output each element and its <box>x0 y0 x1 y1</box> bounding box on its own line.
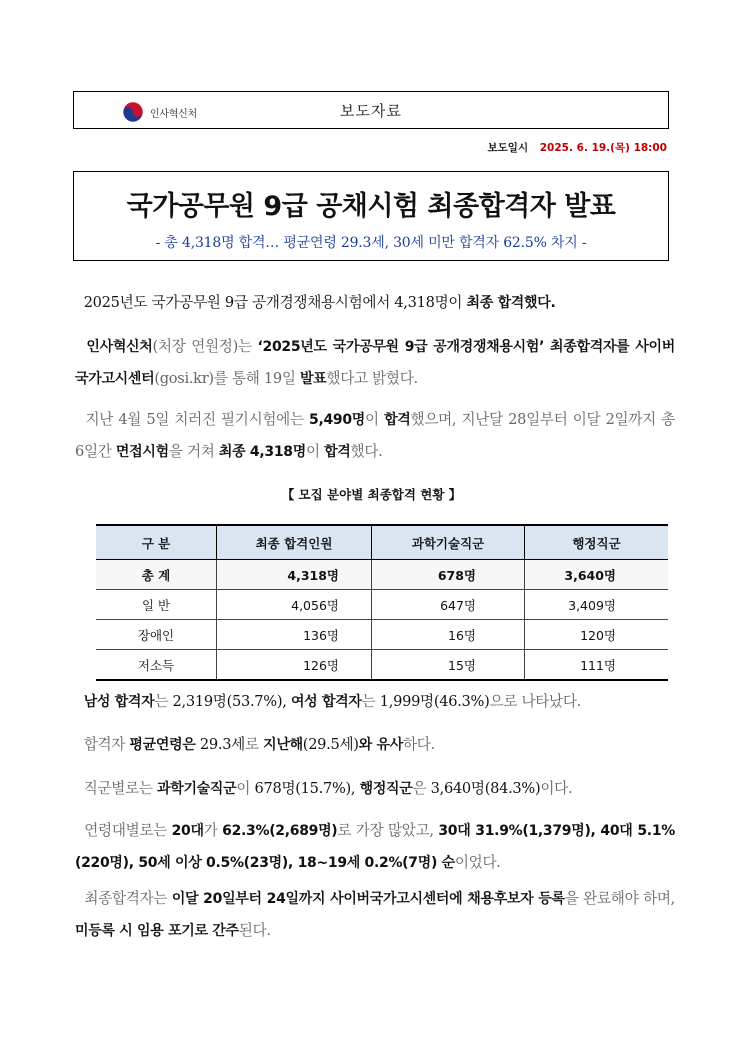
p4-bold-1: 남성 합격자 <box>83 694 155 710</box>
p4-text-1: 2,319명(53.7%), <box>172 693 291 710</box>
p3-bold-5: 합격 <box>324 444 351 460</box>
p4-gray-2: 는 <box>361 693 380 710</box>
paragraph-5 <box>75 729 675 761</box>
table-title: 【 모집 분야별 최종합격 현황 】 <box>281 487 462 502</box>
row-label: 장애인 <box>96 620 217 650</box>
cell-admin: 120명 <box>525 620 669 650</box>
headline-box <box>73 171 669 261</box>
p3-bold-4: 최종 4,318명 <box>218 444 306 460</box>
p4-text-2: 1,999명(46.3%) <box>379 693 490 710</box>
p7-gray-4: 이었다. <box>454 854 501 871</box>
cell-admin: 3,409명 <box>525 590 669 620</box>
p5-bold-1: 평균연령은 <box>129 737 196 753</box>
header-category: 구 분 <box>96 525 217 560</box>
cell-science: 647명 <box>372 590 525 620</box>
p5-text-2: (29.5세) <box>302 736 359 753</box>
p3-gray-2: 이 <box>365 411 385 428</box>
table-row <box>96 620 668 650</box>
p8-gray-1: 최종합격자는 <box>84 890 172 907</box>
table-row <box>96 560 668 590</box>
release-info <box>488 140 667 155</box>
p3-bold-1: 5,490명 <box>309 412 366 428</box>
p3-gray-3: 했으며, 지난달 28일부터 이달 2일까지 총 6일간 <box>75 411 675 460</box>
paragraph-8 <box>75 883 675 947</box>
ministry-name: 인사혁신처 <box>150 108 197 120</box>
header-administrative: 행정직군 <box>525 525 669 560</box>
p2-bold-3: 발표 <box>299 371 327 387</box>
p3-gray-5: 이 <box>305 443 325 460</box>
cell-science: 15명 <box>372 650 525 681</box>
paragraph-3 <box>75 404 675 468</box>
doc-type: 보도자료 <box>340 102 402 120</box>
p3-bold-3: 면접시험 <box>115 444 169 460</box>
cell-admin: 111명 <box>525 650 669 681</box>
p8-gray-2: 을 완료해야 하며, <box>564 890 676 907</box>
p4-bold-2: 여성 합격자 <box>290 694 362 710</box>
p5-bold-3: 와 유사 <box>358 737 403 753</box>
cell-total: 126명 <box>217 650 372 681</box>
table-row <box>96 650 668 681</box>
p2-bold-1: 인사혁신처 <box>86 339 153 355</box>
cell-total: 136명 <box>217 620 372 650</box>
p5-gray-3: 하다. <box>402 736 435 753</box>
cell-admin: 3,640명 <box>525 560 669 590</box>
p7-bold-1: 20대 <box>171 823 204 839</box>
p2-text-2: 했다고 밝혔다. <box>326 370 418 387</box>
p7-gray-2: 가 <box>203 822 223 839</box>
p2-bold-2: ‘2025년도 국가공무원 9급 공개경쟁채용시험’ 최종합격자를 사이버국가고시센터 <box>75 339 675 387</box>
paragraph-1 <box>75 287 675 319</box>
p6-text-1: 678명(15.7%), <box>254 780 360 797</box>
p7-bold-3: 30대 31.9%(1,379명), 40대 5.1%(220명), 50세 이상 0.5%(23명), 18~19세 0.2%(7명) 순 <box>75 823 675 871</box>
p6-gray-4: 이다. <box>540 780 573 797</box>
p3-gray-6: 했다. <box>350 443 383 460</box>
paragraph-2 <box>75 331 675 395</box>
p6-bold-2: 행정직군 <box>359 781 413 797</box>
p4-gray-3: 으로 나타났다. <box>489 693 581 710</box>
p3-gray-1: 지난 4월 5일 치러진 필기시험에는 <box>85 411 310 428</box>
p2-text-1: (gosi.kr)를 통해 19일 <box>154 370 300 387</box>
p6-gray-1: 직군별로는 <box>83 780 158 797</box>
p5-text-1: 29.3세 <box>195 736 245 753</box>
p7-gray-3: 로 가장 많았고, <box>337 822 439 839</box>
p8-bold-2: 미등록 시 임용 포기로 간주 <box>75 923 239 939</box>
results-table <box>96 524 668 681</box>
release-date: 2025. 6. 19.(목) 18:00 <box>539 142 667 154</box>
cell-total: 4,318명 <box>217 560 372 590</box>
cell-total: 4,056명 <box>217 590 372 620</box>
p1-bold: 최종 합격했다. <box>466 295 556 311</box>
p6-bold-1: 과학기술직군 <box>157 781 237 797</box>
p6-gray-3: 은 <box>412 780 431 797</box>
paragraph-6 <box>75 773 675 805</box>
p8-gray-3: 된다. <box>238 922 271 939</box>
header-science-tech: 과학기술직군 <box>372 525 525 560</box>
p8-bold-1: 이달 20일부터 24일까지 사이버국가고시센터에 채용후보자 등록 <box>171 891 565 907</box>
header-total-passed: 최종 합격인원 <box>217 525 372 560</box>
page-title: 국가공무원 9급 공채시험 최종합격자 발표 <box>126 191 616 222</box>
p2-gray-1: (처장 연원정)는 <box>152 338 258 355</box>
table-header-row <box>96 525 668 560</box>
release-label: 보도일시 <box>487 142 529 154</box>
p7-bold-2: 62.3%(2,689명) <box>222 823 338 839</box>
paragraph-4 <box>75 686 675 718</box>
row-label: 일 반 <box>96 590 217 620</box>
p5-gray-1: 합격자 <box>83 736 130 753</box>
p4-gray-1: 는 <box>154 693 173 710</box>
cell-science: 16명 <box>372 620 525 650</box>
p6-text-2: 3,640명(84.3%) <box>430 780 541 797</box>
p7-gray-1: 연령대별로는 <box>84 822 172 839</box>
p3-gray-4: 을 거쳐 <box>168 443 219 460</box>
p3-bold-2: 합격 <box>384 412 411 428</box>
page-subtitle: - 총 4,318명 합격… 평균연령 29.3세, 30세 미만 합격자 62.5% 차지 - <box>155 235 587 251</box>
p6-gray-2: 이 <box>236 780 255 797</box>
p1-text: 2025년도 국가공무원 9급 공개경쟁채용시험에서 4,318명이 <box>83 294 467 311</box>
header-box <box>73 91 669 129</box>
cell-science: 678명 <box>372 560 525 590</box>
table-row <box>96 590 668 620</box>
row-label: 총 계 <box>96 560 217 590</box>
p5-gray-2: 로 <box>244 736 264 753</box>
p5-bold-2: 지난해 <box>263 737 303 753</box>
paragraph-7 <box>75 815 675 879</box>
row-label: 저소득 <box>96 650 217 681</box>
